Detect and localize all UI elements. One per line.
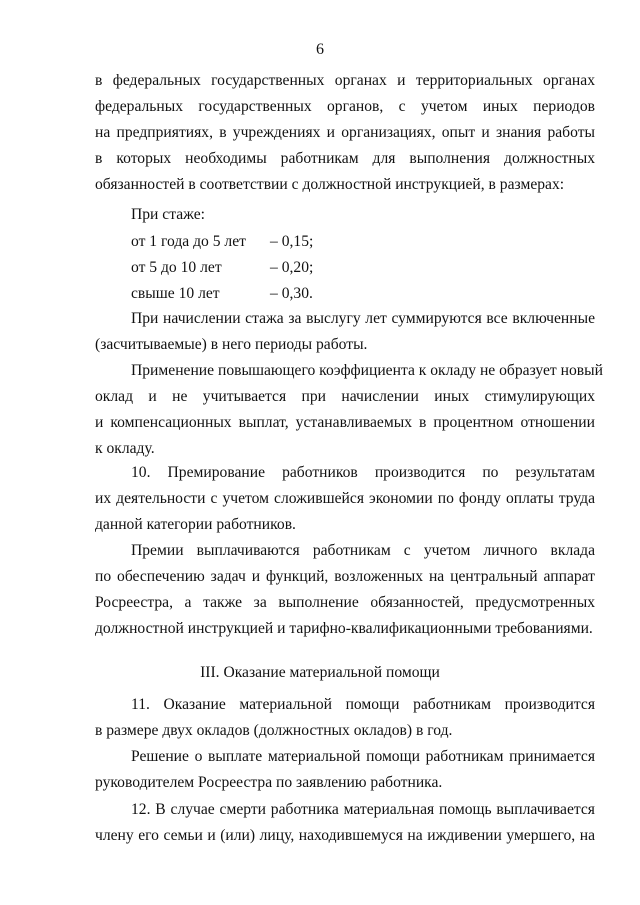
text-line: в которых необходимы работникам для выполнения должностных xyxy=(95,150,595,167)
text-line: в размере двух окладов (должностных окладов) в год. xyxy=(95,722,453,739)
paragraph-bonus xyxy=(95,460,595,538)
text-line: обязанностей в соответствии с должностной инструкцией, в размерах: xyxy=(95,176,565,193)
text-line: члену его семьи и (или) лицу, находившемуся на иждивении умершего, на xyxy=(95,827,595,844)
paragraph-bonus-payments xyxy=(95,538,595,642)
page-number: 6 xyxy=(316,41,324,58)
seniority-range: от 5 до 10 лет xyxy=(131,259,222,276)
text-line: (засчитываемые) в него периоды работы. xyxy=(95,336,368,353)
text-line: к окладу. xyxy=(95,440,155,457)
seniority-range: от 1 года до 5 лет xyxy=(131,233,246,250)
paragraph-death-aid xyxy=(95,797,595,849)
paragraph-coefficient xyxy=(95,358,603,462)
section-heading: III. Оказание материальной помощи xyxy=(200,664,440,681)
paragraph-work-periods xyxy=(95,68,595,198)
text-line: Применение повышающего коэффициента к окладу не образует новый xyxy=(131,362,603,379)
text-line: в федеральных государственных органах и территориальных органах xyxy=(95,72,595,89)
text-line: и компенсационных выплат, устанавливаемых в процентном отношении xyxy=(95,414,595,431)
text-line: Премии выплачиваются работникам с учетом личного вклада xyxy=(131,542,595,559)
text-line: 11. Оказание материальной помощи работникам производится xyxy=(131,696,595,713)
paragraph-aid-decision xyxy=(95,744,595,796)
text-line: Решение о выплате материальной помощи работникам принимается xyxy=(131,748,595,765)
text-line: их деятельности с учетом сложившейся экономии по фонду оплаты труда xyxy=(95,490,595,507)
text-line: на предприятиях, в учреждениях и организациях, опыт и знания работы xyxy=(95,124,595,141)
seniority-coefficient: – 0,15; xyxy=(270,233,314,250)
seniority-coefficient: – 0,30. xyxy=(270,285,313,302)
text-line: руководителем Росреестра по заявлению работника. xyxy=(95,774,443,791)
text-line: должностной инструкцией и тарифно-квалификационными требованиями. xyxy=(95,620,593,637)
seniority-row xyxy=(95,229,595,255)
text-line: При начислении стажа за выслугу лет суммируются все включенные xyxy=(131,310,595,327)
text-line: 10. Премирование работников производится по результатам xyxy=(131,464,595,481)
text-line: 12. В случае смерти работника материальная помощь выплачивается xyxy=(131,801,595,818)
text-line: оклад и не учитывается при начислении иных стимулирующих xyxy=(95,388,595,405)
text-line: по обеспечению задач и функций, возложенных на центральный аппарат xyxy=(95,568,595,585)
seniority-row xyxy=(95,255,595,281)
seniority-list xyxy=(95,202,595,307)
paragraph-seniority-sum xyxy=(95,306,595,358)
seniority-row xyxy=(95,281,595,307)
seniority-intro: При стаже: xyxy=(131,206,205,223)
text-line: данной категории работников. xyxy=(95,516,296,533)
text-line: Росреестра, а также за выполнение обязанностей, предусмотренных xyxy=(95,594,595,611)
text-line: федеральных государственных органов, с учетом иных периодов xyxy=(95,98,595,115)
seniority-range: свыше 10 лет xyxy=(131,285,220,302)
seniority-coefficient: – 0,20; xyxy=(270,259,314,276)
paragraph-material-aid xyxy=(95,692,595,744)
